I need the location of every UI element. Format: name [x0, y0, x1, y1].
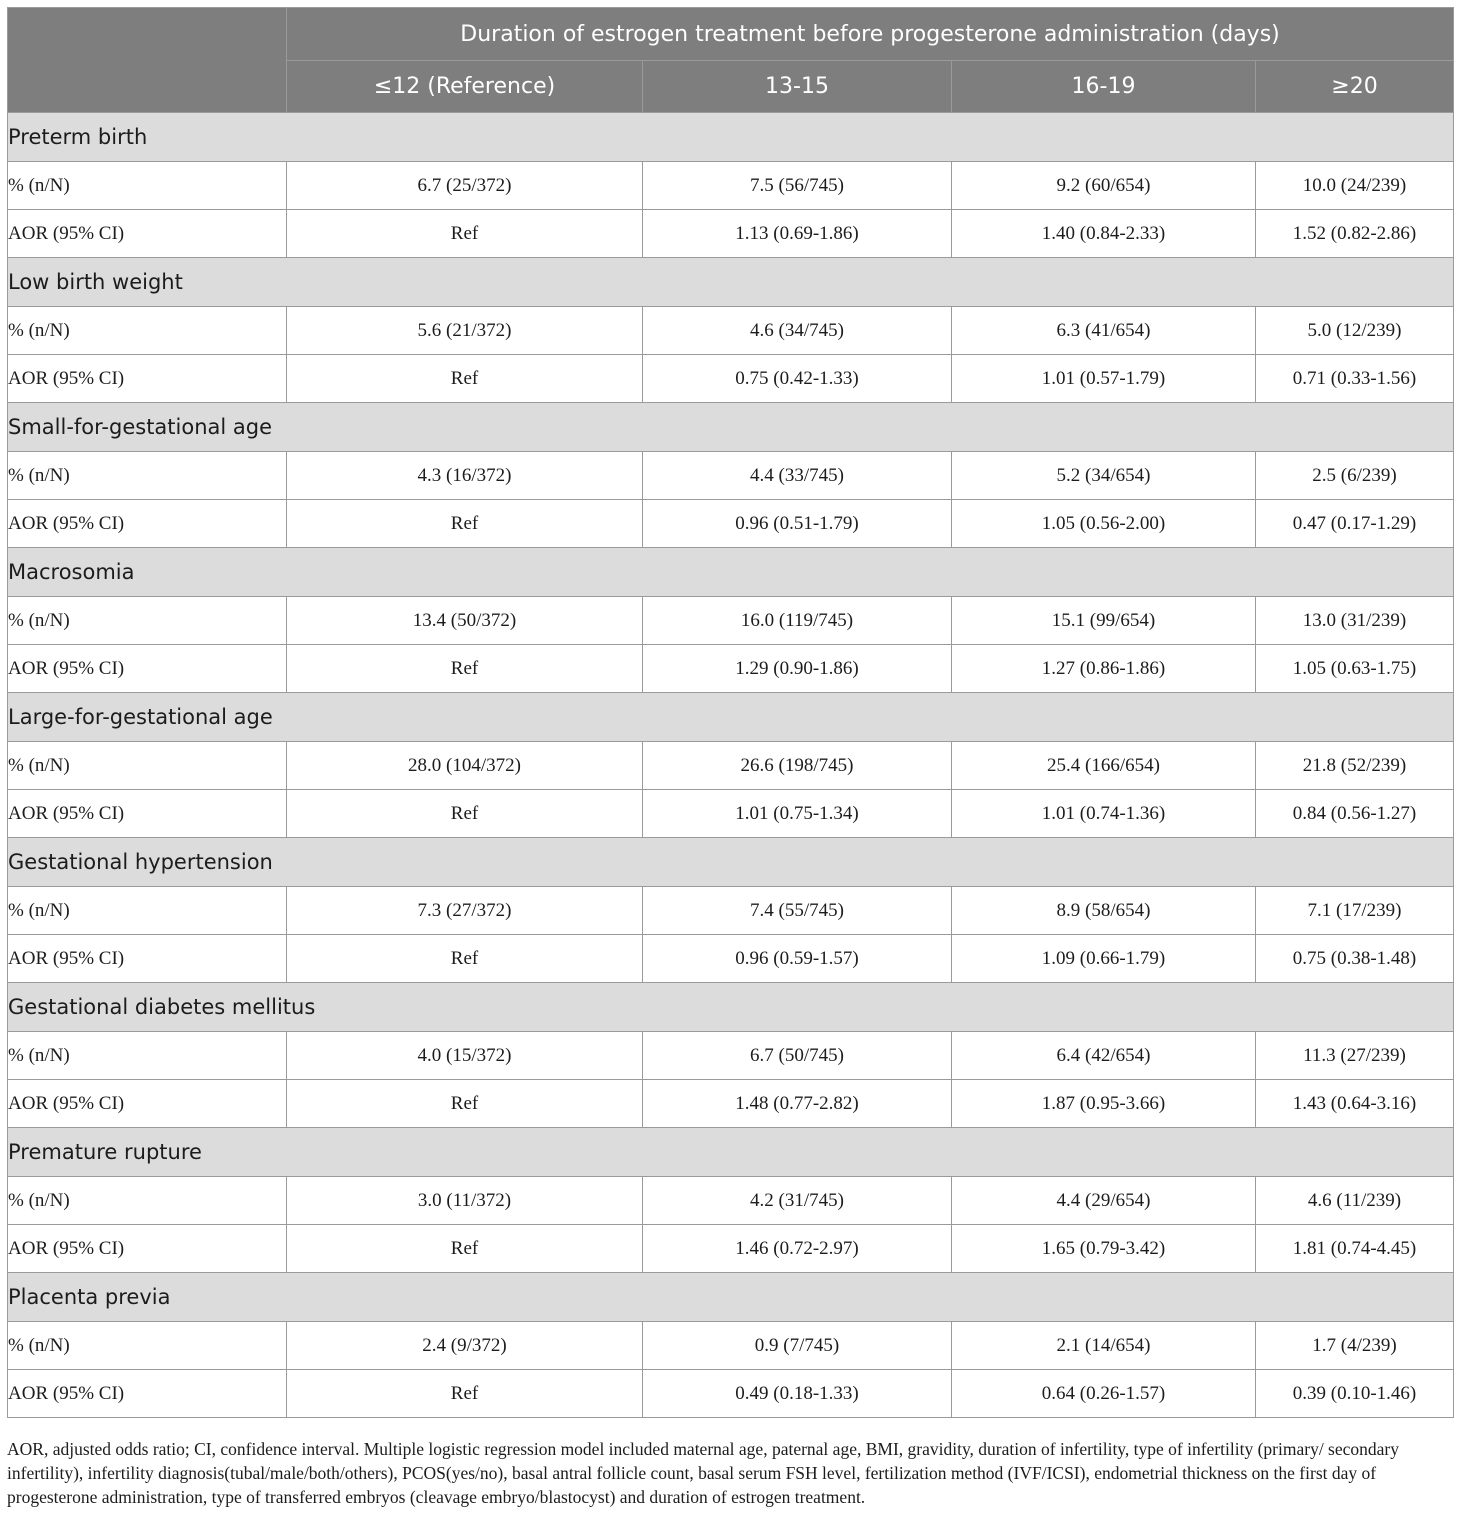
row-label: % (n/N) [8, 742, 287, 790]
table-cell: 26.6 (198/745) [643, 742, 952, 790]
group-header-row [8, 693, 1454, 742]
table-cell: Ref [287, 1080, 643, 1128]
table-cell: 0.96 (0.51-1.79) [643, 500, 952, 548]
table-cell: 7.1 (17/239) [1256, 887, 1454, 935]
row-label: % (n/N) [8, 887, 287, 935]
column-header-16-19: 16-19 [952, 61, 1256, 113]
table-cell: 1.01 (0.74-1.36) [952, 790, 1256, 838]
table-row [8, 935, 1454, 983]
table-row [8, 1177, 1454, 1225]
table-cell: 25.4 (166/654) [952, 742, 1256, 790]
group-header-row [8, 403, 1454, 452]
table-cell: 7.3 (27/372) [287, 887, 643, 935]
table-cell: 0.49 (0.18-1.33) [643, 1370, 952, 1418]
row-label: % (n/N) [8, 452, 287, 500]
table-cell: 1.52 (0.82-2.86) [1256, 210, 1454, 258]
table-cell: 1.29 (0.90-1.86) [643, 645, 952, 693]
table-cell: 10.0 (24/239) [1256, 162, 1454, 210]
group-header-row [8, 258, 1454, 307]
group-title: Large-for-gestational age [8, 693, 1454, 742]
table-body [8, 113, 1454, 1418]
row-label: AOR (95% CI) [8, 935, 287, 983]
table-cell: 6.4 (42/654) [952, 1032, 1256, 1080]
group-header-row [8, 1273, 1454, 1322]
table-cell: 5.6 (21/372) [287, 307, 643, 355]
table-cell: Ref [287, 355, 643, 403]
group-title: Small-for-gestational age [8, 403, 1454, 452]
table-cell: 5.0 (12/239) [1256, 307, 1454, 355]
table-row [8, 742, 1454, 790]
group-title: Macrosomia [8, 548, 1454, 597]
row-label: AOR (95% CI) [8, 355, 287, 403]
table-cell: 0.75 (0.38-1.48) [1256, 935, 1454, 983]
table-cell: 1.65 (0.79-3.42) [952, 1225, 1256, 1273]
table-cell: 2.4 (9/372) [287, 1322, 643, 1370]
group-header-row [8, 838, 1454, 887]
table-row [8, 1032, 1454, 1080]
row-label: AOR (95% CI) [8, 645, 287, 693]
row-label: AOR (95% CI) [8, 210, 287, 258]
table-cell: 1.27 (0.86-1.86) [952, 645, 1256, 693]
table-cell: 8.9 (58/654) [952, 887, 1256, 935]
group-header-row [8, 1128, 1454, 1177]
header-span-title: Duration of estrogen treatment before progesterone administration (days) [287, 8, 1454, 61]
row-label: AOR (95% CI) [8, 1080, 287, 1128]
table-cell: 6.3 (41/654) [952, 307, 1256, 355]
table-row [8, 452, 1454, 500]
table-cell: 0.75 (0.42-1.33) [643, 355, 952, 403]
table-cell: 6.7 (50/745) [643, 1032, 952, 1080]
table-cell: Ref [287, 210, 643, 258]
table-cell: 1.09 (0.66-1.79) [952, 935, 1256, 983]
table-cell: 4.4 (29/654) [952, 1177, 1256, 1225]
table-cell: 6.7 (25/372) [287, 162, 643, 210]
table-cell: 13.0 (31/239) [1256, 597, 1454, 645]
table-row [8, 887, 1454, 935]
table-cell: 2.1 (14/654) [952, 1322, 1256, 1370]
table-row [8, 1080, 1454, 1128]
table-cell: 11.3 (27/239) [1256, 1032, 1454, 1080]
header-row-span [8, 8, 1454, 61]
row-label: AOR (95% CI) [8, 1225, 287, 1273]
table-cell: 16.0 (119/745) [643, 597, 952, 645]
group-title: Low birth weight [8, 258, 1454, 307]
table-cell: 7.5 (56/745) [643, 162, 952, 210]
table-cell: 13.4 (50/372) [287, 597, 643, 645]
group-title: Preterm birth [8, 113, 1454, 162]
group-title: Placenta previa [8, 1273, 1454, 1322]
table-cell: 1.48 (0.77-2.82) [643, 1080, 952, 1128]
results-table [7, 7, 1454, 1418]
group-header-row [8, 548, 1454, 597]
table-row [8, 1225, 1454, 1273]
group-title: Gestational hypertension [8, 838, 1454, 887]
row-label: % (n/N) [8, 307, 287, 355]
table-cell: 4.2 (31/745) [643, 1177, 952, 1225]
table-cell: 4.4 (33/745) [643, 452, 952, 500]
table-cell: Ref [287, 1225, 643, 1273]
table-cell: 1.46 (0.72-2.97) [643, 1225, 952, 1273]
table-cell: 0.64 (0.26-1.57) [952, 1370, 1256, 1418]
group-title: Premature rupture [8, 1128, 1454, 1177]
table-row [8, 500, 1454, 548]
table-cell: 4.3 (16/372) [287, 452, 643, 500]
group-header-row [8, 113, 1454, 162]
table-cell: 1.13 (0.69-1.86) [643, 210, 952, 258]
table-cell: 15.1 (99/654) [952, 597, 1256, 645]
row-label: % (n/N) [8, 162, 287, 210]
table-cell: 1.01 (0.75-1.34) [643, 790, 952, 838]
table-cell: Ref [287, 645, 643, 693]
row-label: % (n/N) [8, 1177, 287, 1225]
header-corner-cell [8, 8, 287, 113]
table-cell: 7.4 (55/745) [643, 887, 952, 935]
table-row [8, 1370, 1454, 1418]
row-label: % (n/N) [8, 1322, 287, 1370]
table-cell: 1.40 (0.84-2.33) [952, 210, 1256, 258]
table-cell: 1.01 (0.57-1.79) [952, 355, 1256, 403]
table-row [8, 162, 1454, 210]
table-footnote: AOR, adjusted odds ratio; CI, confidence interval. Multiple logistic regression model included maternal age, paternal age, BMI, gravidity, duration of infertility, type of infertility (primary/ secondary infertility), infertility diagnosis(tubal/male/both/others), PCOS(yes/no), basal antral follicle count, basal serum FSH level, fertilization method (IVF/ICSI), endometrial thickness on the first day of progesterone administration, type of transferred embryos (cleavage embryo/blastocyst) and duration of estrogen treatment. [7, 1439, 1399, 1507]
table-cell: Ref [287, 1370, 643, 1418]
table-cell: 0.47 (0.17-1.29) [1256, 500, 1454, 548]
table-cell: 0.9 (7/745) [643, 1322, 952, 1370]
table-row [8, 1322, 1454, 1370]
table-cell: 1.43 (0.64-3.16) [1256, 1080, 1454, 1128]
table-row [8, 645, 1454, 693]
column-header-20-plus: ≥20 [1256, 61, 1454, 113]
table-cell: 5.2 (34/654) [952, 452, 1256, 500]
table-cell: 4.6 (11/239) [1256, 1177, 1454, 1225]
table-cell: 0.39 (0.10-1.46) [1256, 1370, 1454, 1418]
column-header-13-15: 13-15 [643, 61, 952, 113]
table-cell: Ref [287, 935, 643, 983]
table-cell: 3.0 (11/372) [287, 1177, 643, 1225]
table-cell: 2.5 (6/239) [1256, 452, 1454, 500]
table-cell: 4.6 (34/745) [643, 307, 952, 355]
row-label: % (n/N) [8, 597, 287, 645]
table-row [8, 307, 1454, 355]
table-cell: 9.2 (60/654) [952, 162, 1256, 210]
table-cell: Ref [287, 790, 643, 838]
table-cell: 1.7 (4/239) [1256, 1322, 1454, 1370]
row-label: AOR (95% CI) [8, 1370, 287, 1418]
column-header-reference: ≤12 (Reference) [287, 61, 643, 113]
table-cell: 1.05 (0.56-2.00) [952, 500, 1256, 548]
row-label: AOR (95% CI) [8, 500, 287, 548]
table-cell: 21.8 (52/239) [1256, 742, 1454, 790]
table-row [8, 355, 1454, 403]
table-cell: Ref [287, 500, 643, 548]
table-cell: 1.87 (0.95-3.66) [952, 1080, 1256, 1128]
table-cell: 4.0 (15/372) [287, 1032, 643, 1080]
table-cell: 0.96 (0.59-1.57) [643, 935, 952, 983]
table-row [8, 210, 1454, 258]
table-cell: 28.0 (104/372) [287, 742, 643, 790]
table-row [8, 597, 1454, 645]
table-cell: 0.71 (0.33-1.56) [1256, 355, 1454, 403]
table-cell: 1.05 (0.63-1.75) [1256, 645, 1454, 693]
group-title: Gestational diabetes mellitus [8, 983, 1454, 1032]
table-cell: 0.84 (0.56-1.27) [1256, 790, 1454, 838]
row-label: AOR (95% CI) [8, 790, 287, 838]
row-label: % (n/N) [8, 1032, 287, 1080]
table-cell: 1.81 (0.74-4.45) [1256, 1225, 1454, 1273]
table-row [8, 790, 1454, 838]
group-header-row [8, 983, 1454, 1032]
